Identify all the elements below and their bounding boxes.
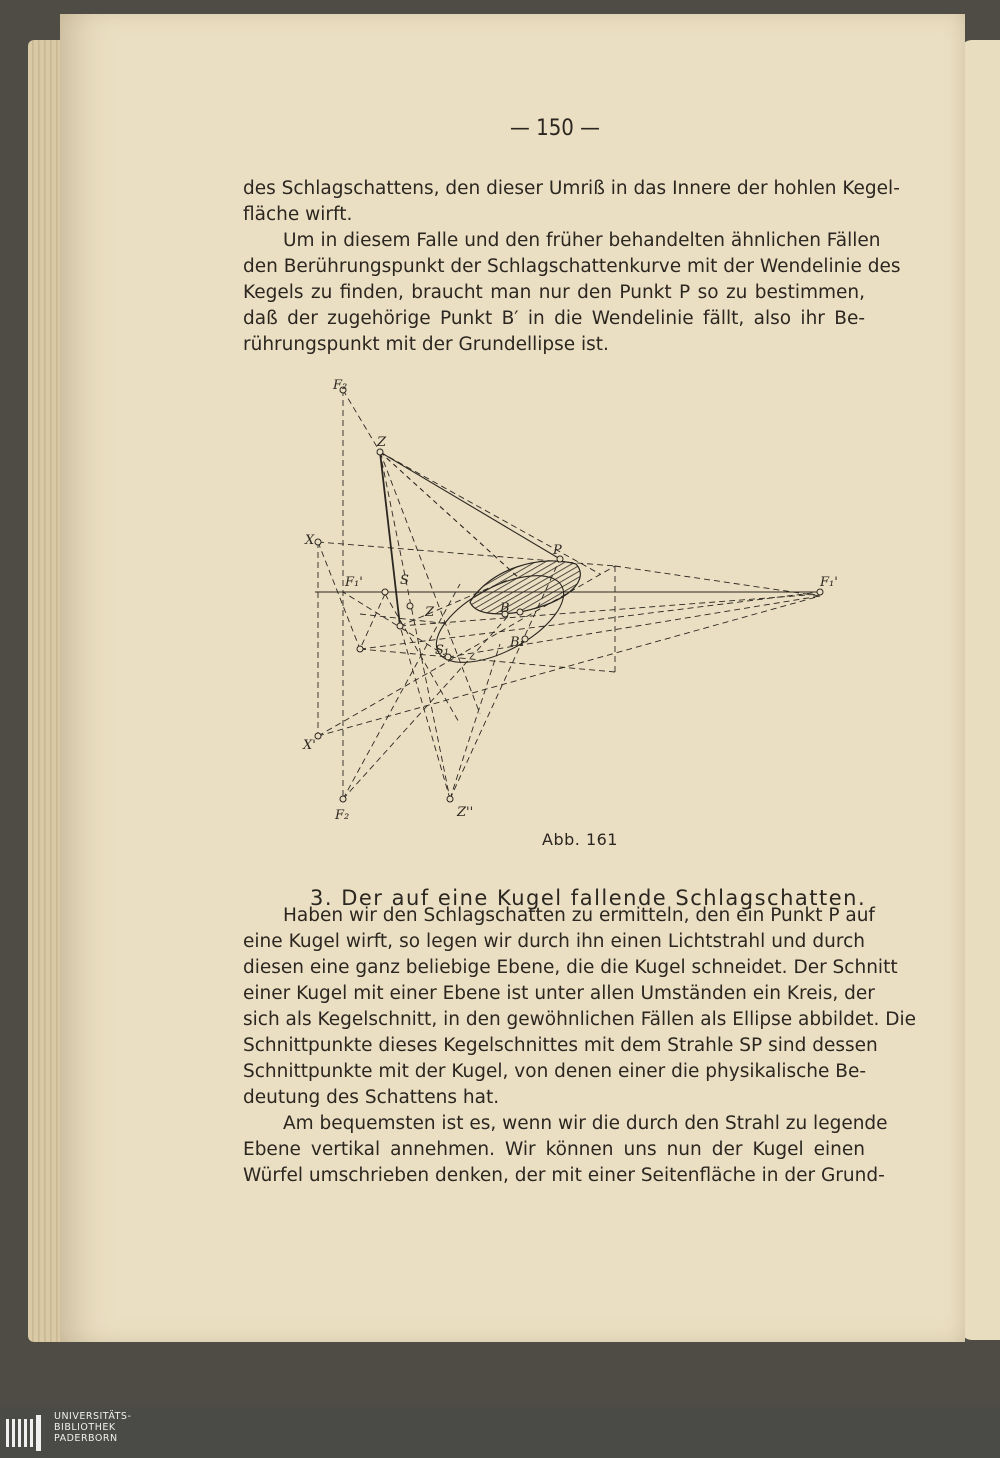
text-line: einer Kugel mit einer Ebene ist unter allen Umständen ein Kreis, der	[243, 983, 875, 1004]
text-line: den Berührungspunkt der Schlagschattenkurve mit der Wendelinie des	[243, 256, 901, 277]
cone-edge	[380, 452, 520, 579]
text-line: eine Kugel wirft, so legen wir durch ihn einen Lichtstrahl und durch	[243, 931, 865, 952]
cone-edge	[380, 452, 400, 626]
paragraph	[243, 1111, 888, 1189]
text-line: sich als Kegelschnitt, in den gewöhnlichen Fällen als Ellipse abbildet. Die	[243, 1009, 917, 1030]
text-line: fläche wirft.	[243, 204, 353, 225]
label-s1: S₁	[435, 643, 450, 658]
label-z-double: Z''	[457, 805, 474, 820]
text-line: Kegels zu finden, braucht man nur den Punkt P so zu bestimmen,	[243, 282, 865, 303]
logo-line: UNIVERSITÄTS-	[54, 1411, 132, 1422]
label-x-low: X'	[303, 738, 316, 753]
library-footer	[0, 1407, 1000, 1458]
book-page	[60, 14, 965, 1342]
text-block-top	[243, 176, 901, 358]
paragraph	[243, 176, 900, 228]
text-line: Um in diesem Falle und den früher behandelten ähnlichen Fällen	[283, 230, 881, 251]
text-line: Würfel umschrieben denken, der mit einer Seitenfläche in der Grund-	[243, 1165, 885, 1186]
shadow-region	[470, 561, 580, 614]
figure-caption: Abb. 161	[542, 830, 618, 849]
text-block-bottom	[243, 903, 917, 1189]
label-z: Z	[377, 435, 387, 450]
logo-line: PADERBORN	[54, 1433, 118, 1444]
label-x: X	[305, 533, 315, 548]
text-line: diesen eine ganz beliebige Ebene, die die Kugel schneidet. Der Schnitt	[243, 957, 898, 978]
logo-line: BIBLIOTHEK	[54, 1422, 116, 1433]
paragraph	[243, 228, 901, 358]
library-logo-icon	[6, 1415, 46, 1451]
text-line: Ebene vertikal annehmen. Wir können uns nun der Kugel einen	[243, 1139, 865, 1160]
next-page-edge	[960, 40, 1000, 1340]
text-line: deutung des Schattens hat.	[243, 1087, 500, 1108]
label-z-small: Z	[425, 605, 435, 620]
section-heading: 3. Der auf eine Kugel fallende Schlagschatten.	[310, 886, 867, 910]
text-line: Am bequemsten ist es, wenn wir die durch den Strahl zu legende	[283, 1113, 888, 1134]
text-line: des Schlagschattens, den dieser Umriß in das Innere der hohlen Kegel-	[243, 178, 900, 199]
label-p: P	[553, 543, 562, 558]
label-b: B	[500, 601, 510, 616]
text-line: Schnittpunkte mit der Kugel, von denen einer die physikalische Be-	[243, 1061, 867, 1082]
label-f2-bottom: F₂	[335, 808, 350, 823]
figure-abb-161	[300, 374, 920, 824]
text-line: daß der zugehörige Punkt B′ in die Wendelinie fällt, also ihr Be-	[243, 308, 865, 329]
label-b1: B₁	[510, 635, 525, 650]
label-f1-left: F₁'	[345, 575, 363, 590]
label-f2-top: F₂	[333, 378, 348, 393]
cone-edge	[380, 452, 560, 559]
page-number: — 150 —	[510, 116, 600, 141]
label-s: S	[400, 573, 409, 588]
text-line: rührungspunkt mit der Grundellipse ist.	[243, 334, 609, 355]
text-line: Haben wir den Schlagschatten zu ermitteln, den ein Punkt P auf	[283, 905, 875, 926]
label-f1-right: F₁'	[820, 575, 838, 590]
paragraph	[243, 903, 917, 1111]
library-logo-text	[54, 1411, 131, 1444]
text-line: Schnittpunkte dieses Kegelschnittes mit dem Strahle SP sind dessen	[243, 1035, 878, 1056]
